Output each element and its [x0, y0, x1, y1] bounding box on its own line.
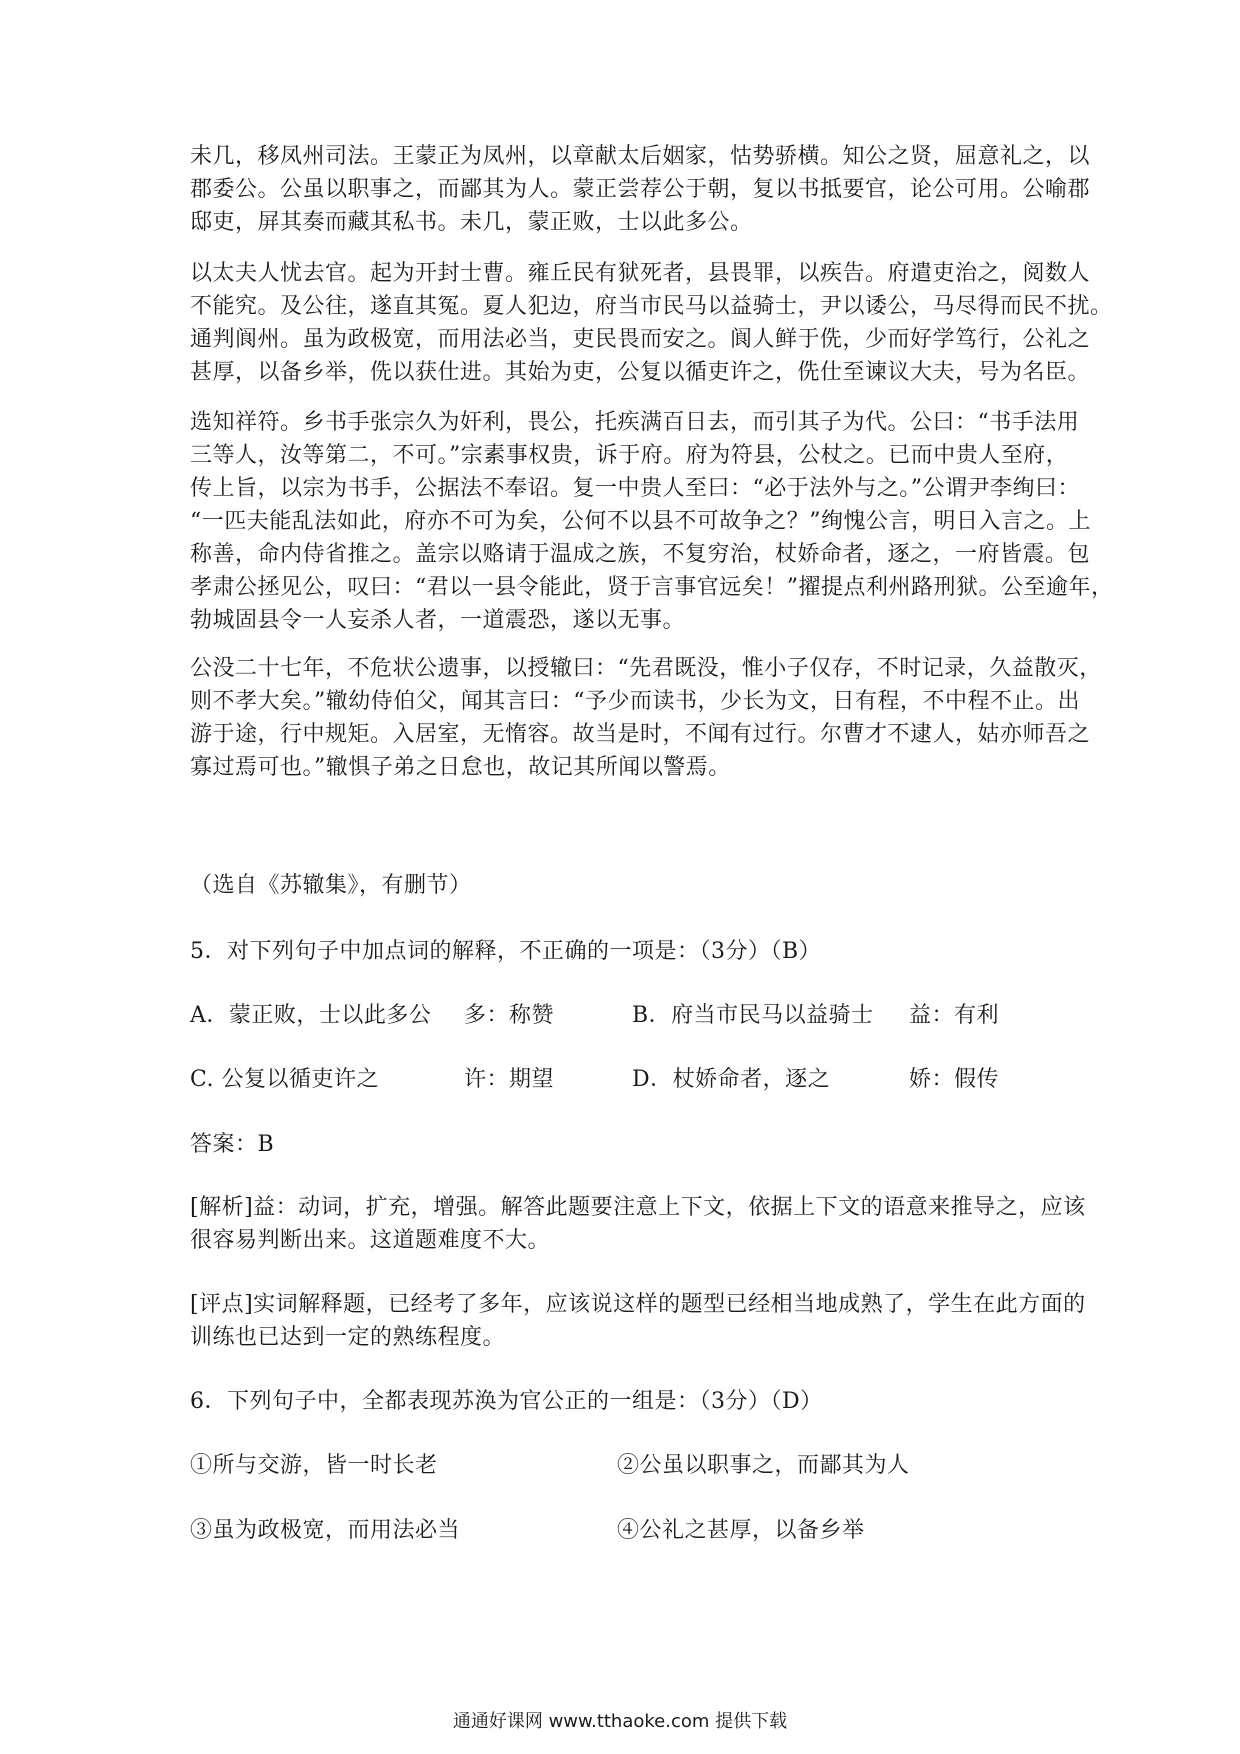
text-line: 训练也已达到一定的熟练程度。	[190, 1325, 506, 1350]
text-line: 未几，移凤州司法。王蒙正为凤州，以章献太后姻家，怙势骄横。知公之贤，屈意礼之，以	[190, 144, 1091, 169]
question-5-options-row-2	[190, 1063, 1070, 1096]
option-4: ④公礼之甚厚，以备乡举	[617, 1518, 865, 1543]
text-line: 以太夫人忧去官。起为开封士曹。雍丘民有狱死者，县畏罪，以疾告。府遣吏治之，阅数人	[190, 261, 1091, 286]
text-line: 游于途，行中规矩。入居室，无惰容。故当是时，不闻有过行。尔曹才不逮人，姑亦师吾之	[190, 722, 1091, 747]
option-2: ②公虽以职事之，而鄙其为人	[617, 1453, 910, 1478]
text-line: 勃城固县令一人妄杀人者，一道震恐，遂以无事。	[190, 608, 686, 633]
question-6-items-row-1	[190, 1449, 1070, 1482]
text-line: 称善，命内侍省推之。盖宗以赂请于温成之族，不复穷治，杖娇命者，逐之，一府皆震。包	[190, 542, 1091, 567]
option-1: ①所与交游，皆一时长老	[190, 1453, 438, 1478]
question-6-items-row-2	[190, 1514, 1070, 1547]
text-line: 则不孝大矣。”辙幼侍伯父，闻其言曰：“予少而读书，少长为文，日有程，不中程不止。出	[190, 689, 1080, 714]
text-line: 甚厚，以备乡举，侁以获仕进。其始为吏，公复以循吏许之，侁仕至谏议大夫，号为名臣。	[190, 360, 1091, 385]
option-b-gloss: 益：有利	[909, 1003, 1000, 1028]
text-line: 郡委公。公虽以职事之，而鄙其为人。蒙正尝荐公于朝，复以书抵要官，论公可用。公喻郡	[190, 177, 1091, 202]
page-footer: 通通好课网 www.tthaoke.com 提供下载	[452, 1711, 788, 1732]
question-5-analysis	[190, 1191, 1086, 1257]
text-line: 很容易判断出来。这道题难度不大。	[190, 1228, 551, 1253]
option-3: ③虽为政极宽，而用法必当	[190, 1518, 461, 1543]
text-line: 传上旨，以宗为书手，公据法不奉诏。复一中贵人至曰：“必于法外与之。”公谓尹李绚曰：	[190, 476, 1080, 501]
text-line: “一匹夫能乱法如此，府亦不可为矣，公何不以县不可故争之？”绚愧公言，明日入言之。上	[190, 509, 1091, 534]
text-line: 寡过焉可也。”辙惧子弟之日怠也，故记其所闻以警焉。	[190, 755, 731, 780]
passage-paragraph-3	[190, 406, 1114, 637]
question-6-stem: 6．下列句子中，全都表现苏涣为官公正的一组是：（3分）（D）	[190, 1389, 823, 1414]
option-d-sentence: D．杖娇命者，逐之	[632, 1067, 831, 1092]
text-line: 不能究。及公往，遂直其冤。夏人犯边，府当市民马以益骑士，尹以诿公，马尽得而民不扰。	[190, 294, 1113, 319]
passage-paragraph-2	[190, 257, 1113, 389]
text-line: 公没二十七年，不危状公遗事，以授辙曰：“先君既没，惟小子仅存，不时记录，久益散灭，	[190, 656, 1102, 681]
passage-paragraph-4	[190, 652, 1102, 784]
question-5-options-row-1	[190, 999, 1070, 1032]
question-5-answer: 答案：B	[190, 1132, 275, 1157]
passage-paragraph-1	[190, 140, 1091, 239]
text-line: 邸吏，屏其奏而藏其私书。未几，蒙正败，士以此多公。	[190, 210, 753, 235]
text-line: 通判阆州。虽为政极宽，而用法必当，吏民畏而安之。阆人鲜于侁，少而好学笃行，公礼之	[190, 327, 1091, 352]
option-a-gloss: 多：称赞	[464, 1003, 555, 1028]
text-line: 选知祥符。乡书手张宗久为奸利，畏公，托疾满百日去，而引其子为代。公曰：“书手法用	[190, 410, 1080, 435]
text-line: 三等人，汝等第二，不可。”宗素事权贵，诉于府。府为符县，公杖之。已而中贵人至府，	[190, 443, 1069, 468]
option-b-sentence: B．府当市民马以益骑士	[632, 1003, 874, 1028]
option-c-gloss: 许：期望	[464, 1067, 555, 1092]
option-d-gloss: 娇：假传	[909, 1067, 1000, 1092]
passage-source: （选自《苏辙集》，有删节）	[190, 873, 472, 898]
text-line: 孝肃公拯见公，叹曰：“君以一县令能此，贤于言事官远矣！”擢提点利州路刑狱。公至逾年，	[190, 575, 1114, 600]
question-5-comment	[190, 1288, 1086, 1354]
option-c-sentence: C. 公复以循吏许之	[190, 1067, 380, 1092]
option-a-sentence: A．蒙正败，士以此多公	[190, 1003, 432, 1028]
text-line: [解析]益：动词，扩充，增强。解答此题要注意上下文，依据上下文的语意来推导之，应该	[190, 1195, 1086, 1220]
text-line: [评点]实词解释题，已经考了多年，应该说这样的题型已经相当地成熟了，学生在此方面的	[190, 1292, 1086, 1317]
question-5-stem: 5．对下列句子中加点词的解释，不正确的一项是：（3分）（B）	[190, 939, 822, 964]
